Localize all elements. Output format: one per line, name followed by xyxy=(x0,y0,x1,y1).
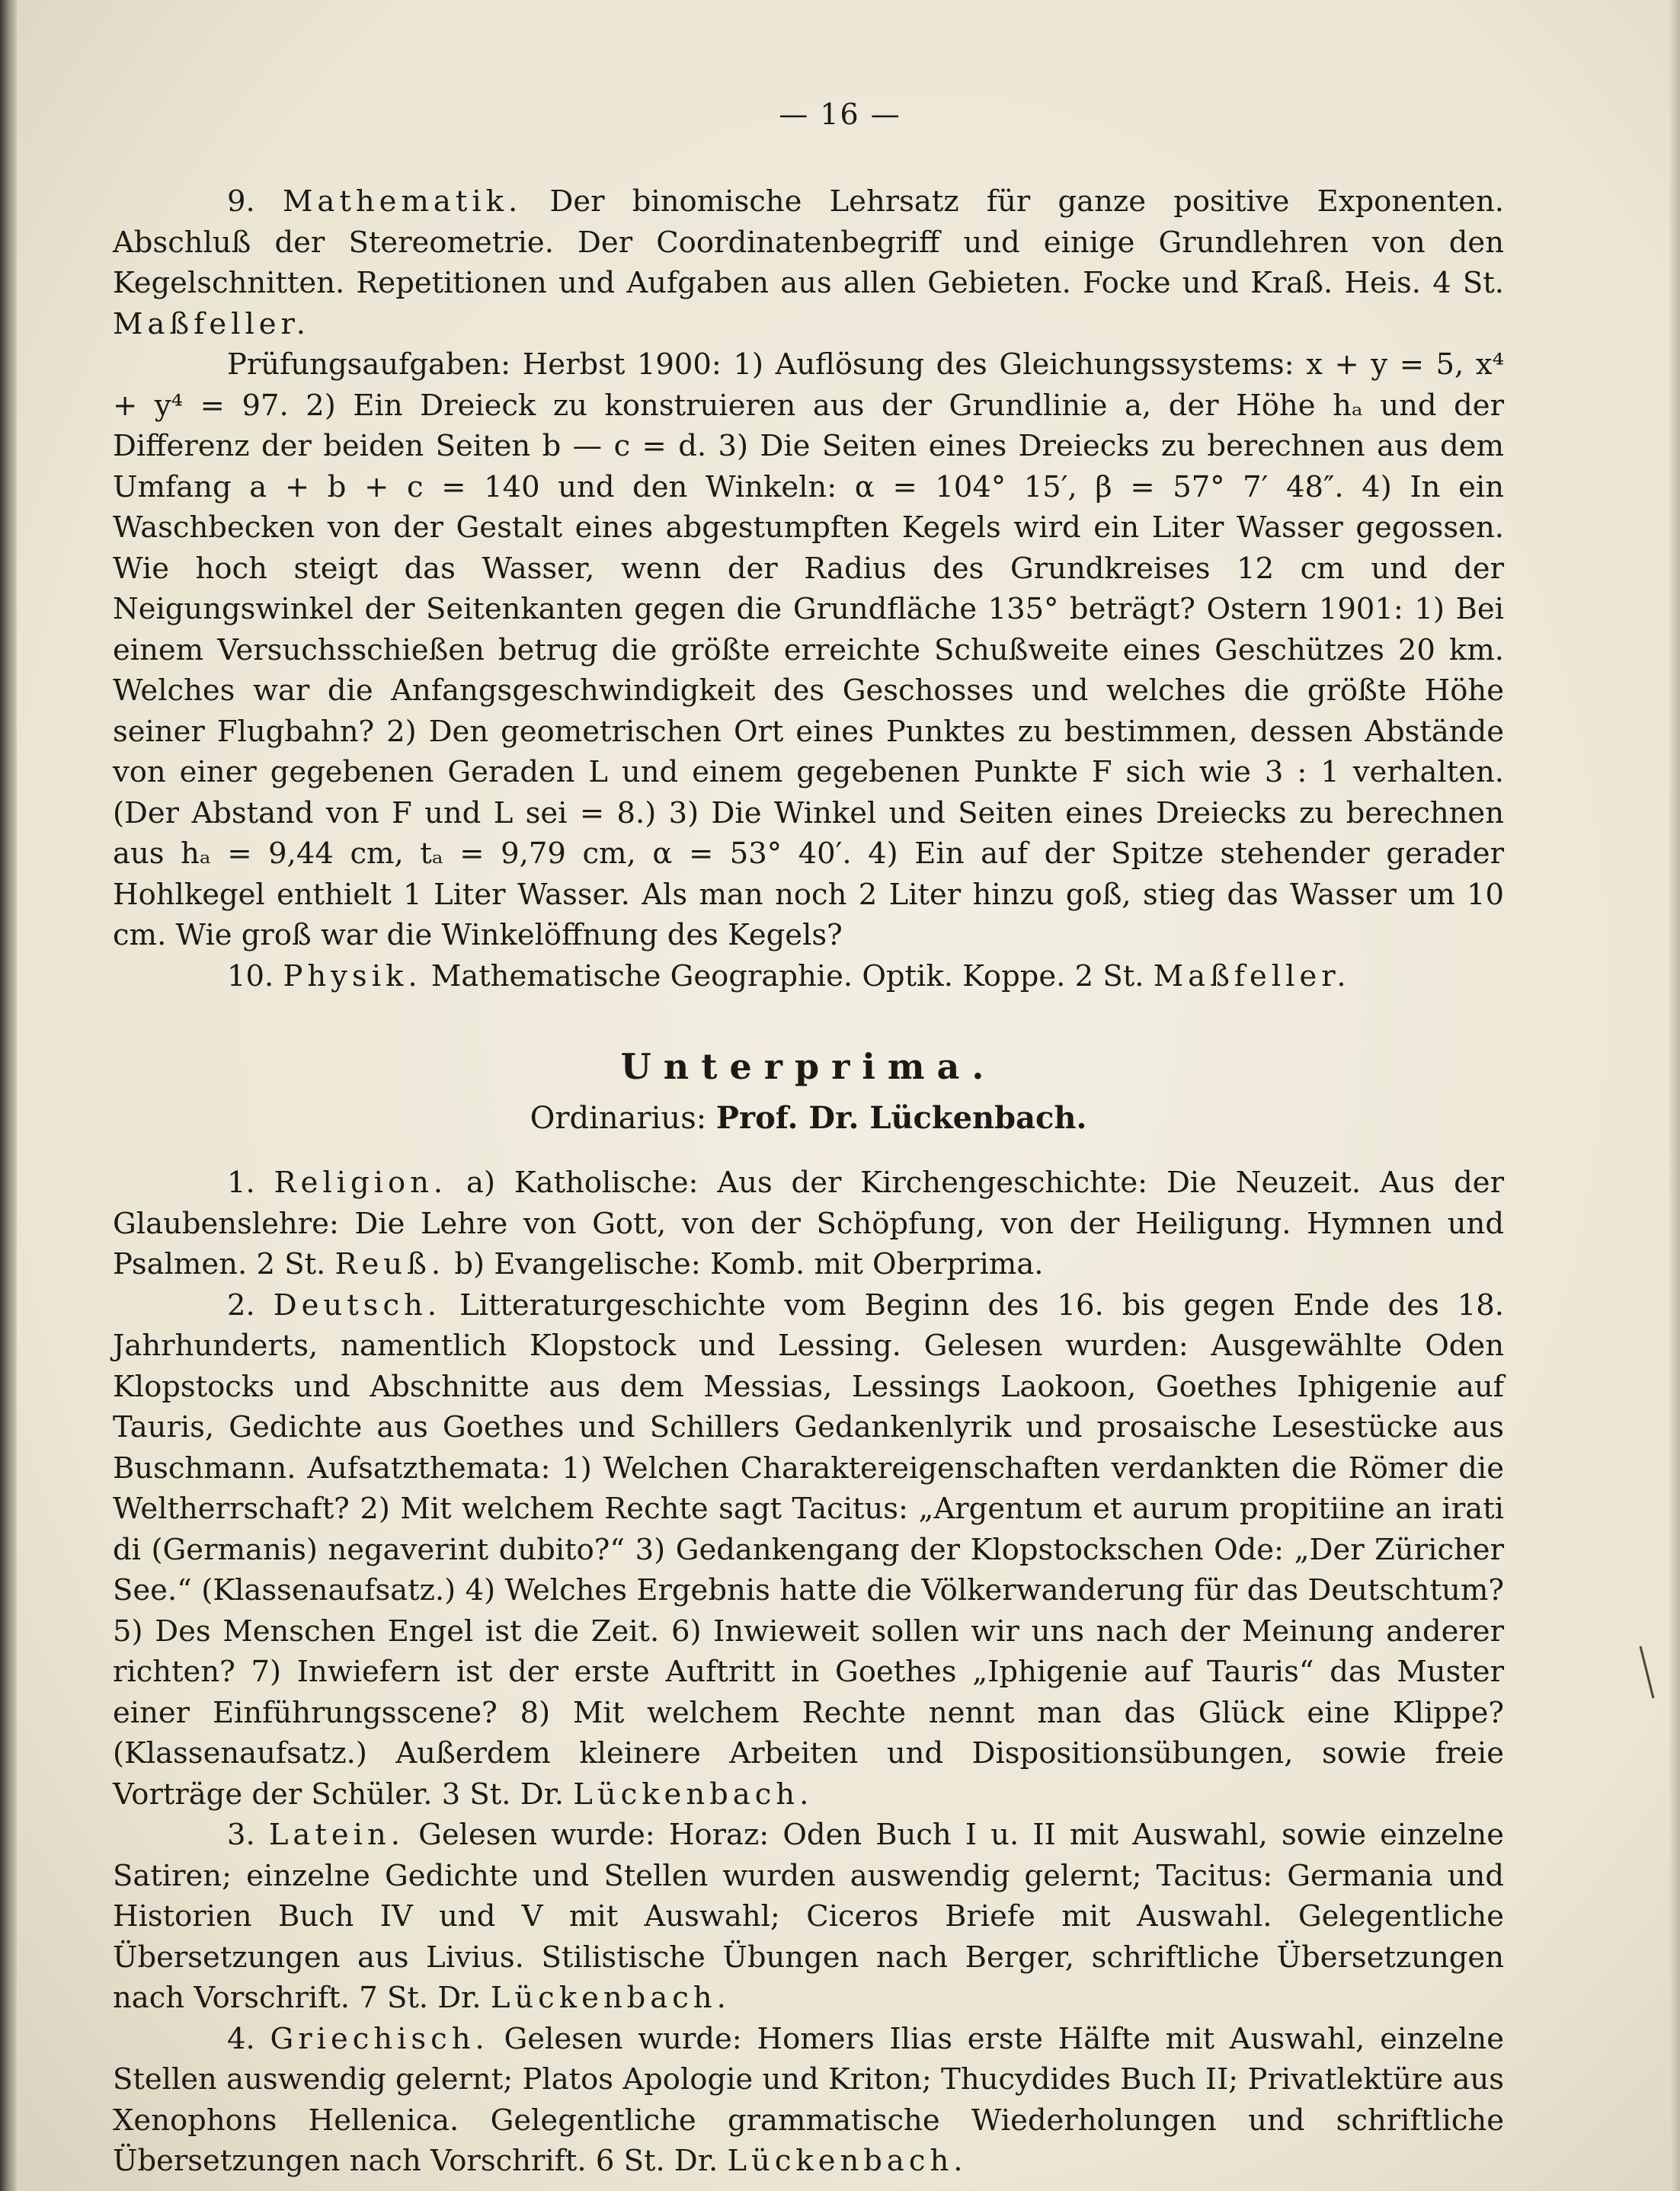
paragraph-text: Mathematische Geographie. Optik. Koppe. 2 St. xyxy=(430,958,1144,993)
paragraph-griechisch xyxy=(113,2019,1504,2182)
subject-heading: Physik. xyxy=(283,958,422,993)
teacher-name: Lückenbach. xyxy=(490,1981,731,2015)
subject-heading: Deutsch. xyxy=(273,1287,442,1323)
paragraph-number: 1. xyxy=(227,1166,255,1200)
paragraph-text: Prüfungsaufgaben: Herbst 1900: 1) Auflösung des Gleichungssystems: x + y = 5, x⁴ + y⁴ = 97. 2) Ein Dreieck zu konstruieren aus der Grundlinie a, der Höhe hₐ und der Differenz der beiden Seiten b — c = d. 3) Die Seiten eines Dreiecks zu berechnen aus dem Umfang a + b + c = 140 und den Winkeln: α = 104° 15′, β = 57° 7′ 48″. 4) In ein Waschbecken von der Gestalt eines abgestumpften Kegels wird ein Liter Wasser gegossen. Wie hoch steigt das Wasser, wenn der Radius des Grundkreises 12 cm und der Neigungswinkel der Seitenkanten gegen die Grundfläche 135° beträgt? Ostern 1901: 1) Bei einem Versuchsschießen betrug die größte erreichte Schußweite eines Geschützes 20 km. Welches war die Anfangsgeschwindigkeit des Geschosses und welches die größte Höhe seiner Flugbahn? 2) Den geometrischen Ort eines Punktes zu bestimmen, dessen Abstände von einer gegebenen Geraden L und einem gegebenen Punkte F sich wie 3 : 1 verhalten. (Der Abstand von F und L sei = 8.) 3) Die Winkel und Seiten eines Dreiecks zu berechnen aus hₐ = 9,44 cm, tₐ = 9,79 cm, α = 53° 40′. 4) Ein auf der Spitze stehender gerader Hohlkegel enthielt 1 Liter Wasser. Als man noch 2 Liter hinzu goß, stieg das Wasser um 10 cm. Wie groß war die Winkelöffnung des Kegels? xyxy=(113,347,1504,952)
teacher-name: Maßfeller. xyxy=(113,306,310,341)
page-body xyxy=(113,181,1504,2182)
paragraph-religion xyxy=(113,1163,1504,1285)
paragraph-number: 10. xyxy=(227,958,274,993)
ordinarius-label: Ordinarius: xyxy=(530,1101,707,1136)
subject-heading: Latein. xyxy=(268,1818,405,1852)
paragraph-number: 2. xyxy=(227,1287,255,1323)
subject-heading: Mathematik. xyxy=(282,184,523,219)
paragraph-tail: b) Evangelische: Komb. mit Oberprima. xyxy=(454,1247,1044,1281)
paragraph-number: 4. xyxy=(227,2021,255,2056)
ordinarius-line xyxy=(113,1097,1504,1140)
paragraph-text: Gelesen wurde: Horaz: Oden Buch I u. II mit Auswahl, sowie einzelne Satiren; einzelne Gedichte und Stellen wurden auswendig gelernt; Tacitus: Germania und Historien Buch IV und V mit Auswahl; Ciceros Briefe mit Auswahl. Gelegentliche Übersetzungen aus Livius. Stilistische Übungen nach Berger, schriftliche Übersetzungen nach Vorschrift. 7 St. Dr. xyxy=(113,1818,1504,2015)
paragraph-text: Gelesen wurde: Homers Ilias erste Hälfte mit Auswahl, einzelne Stellen auswendig gelernt; Platos Apologie und Kriton; Thucydides Buch II; Privatlektüre aus Xenophons Hellenica. Gelegentliche grammatische Wiederholungen und schriftliche Übersetzungen nach Vorschrift. 6 St. Dr. xyxy=(113,2021,1504,2178)
pencil-mark xyxy=(1640,1646,1655,1699)
teacher-name: Maßfeller. xyxy=(1153,958,1351,993)
teacher-name: Reuß. xyxy=(334,1247,446,1281)
page-number: — 16 — xyxy=(779,98,901,131)
ordinarius-name: Prof. Dr. Lückenbach. xyxy=(715,1100,1087,1136)
teacher-name: Lückenbach. xyxy=(573,1777,814,1812)
paragraph-mathematik xyxy=(113,181,1504,344)
paragraph-latein xyxy=(113,1815,1504,2019)
subject-heading: Griechisch. xyxy=(270,2021,489,2056)
paragraph-number: 3. xyxy=(227,1818,255,1852)
section-title: Unterprima. xyxy=(620,1046,997,1087)
paragraph-physik xyxy=(113,956,1504,997)
paragraph-text: Litteraturgeschichte vom Beginn des 16. bis gegen Ende des 18. Jahrhunderts, namentlich Klopstock und Lessing. Gelesen wurden: Ausgewählte Oden Klopstocks und Abschnitte aus dem Messias, Lessings Laokoon, Goethes Iphigenie auf Tauris, Gedichte aus Goethes und Schillers Gedankenlyrik und prosaische Lesestücke aus Buschmann. Aufsatzthemata: 1) Welchen Charaktereigenschaften verdankten die Römer die Weltherrschaft? 2) Mit welchem Rechte sagt Tacitus: „Argentum et aurum propitiine an irati di (Germanis) negaverint dubito?“ 3) Gedankengang der Klopstockschen Ode: „Der Züricher See.“ (Klassenaufsatz.) 4) Welches Ergebnis hatte die Völkerwanderung für das Deutschtum? 5) Des Menschen Engel ist die Zeit. 6) Inwieweit sollen wir uns nach der Meinung anderer richten? 7) Inwiefern ist der erste Auftritt in Goethes „Iphigenie auf Tauris“ das Muster einer Einführungsscene? 8) Mit welchem Rechte nennt man das Glück eine Klippe? (Klassenaufsatz.) Außerdem kleinere Arbeiten und Dispositionsübungen, sowie freie Vorträge der Schüler. 3 St. Dr. xyxy=(113,1287,1504,1812)
teacher-name: Lückenbach. xyxy=(727,2144,968,2178)
paragraph-text: a) Katholische: Aus der Kirchengeschichte: Die Neuzeit. Aus der Glaubenslehre: Die Lehre von Gott, von der Schöpfung, von der Heiligung. Hymnen und Psalmen. 2 St. xyxy=(113,1166,1504,1281)
paragraph-pruefungsaufgaben xyxy=(113,344,1504,956)
page-binding-shadow xyxy=(0,0,17,2191)
subject-heading: Religion. xyxy=(274,1166,448,1200)
paragraph-text: Der binomische Lehrsatz für ganze positive Exponenten. Abschluß der Stereometrie. Der Coordinatenbegriff und einige Grundlehren von den Kegelschnitten. Repetitionen und Aufgaben aus allen Gebieten. Focke und Kraß. Heis. 4 St. xyxy=(113,184,1504,300)
paragraph-number: 9. xyxy=(227,184,255,219)
page-edge xyxy=(1669,0,1680,2191)
paragraph-deutsch xyxy=(113,1285,1504,1815)
